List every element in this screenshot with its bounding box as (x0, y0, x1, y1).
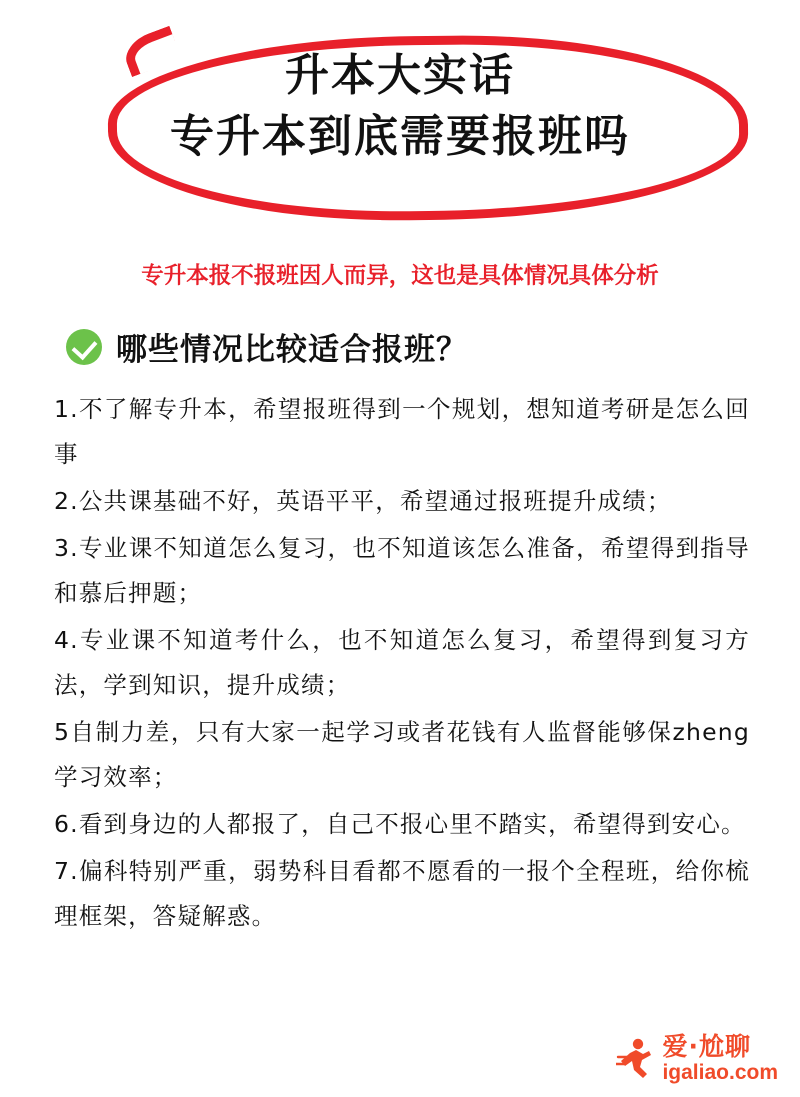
green-check-icon (66, 329, 102, 365)
reason-list (28, 387, 772, 939)
watermark-domain: igaliao.com (662, 1061, 778, 1084)
list-item: 3.专业课不知道怎么复习，也不知道该怎么准备，希望得到指导和慕后押题； (54, 534, 750, 607)
list-item: 6.看到身边的人都报了，自己不报心里不踏实，希望得到安心。 (54, 810, 746, 838)
poster-page (0, 28, 800, 1097)
watermark-text (662, 1034, 778, 1083)
title-line-2: 专升本到底需要报班吗 (170, 111, 630, 162)
running-person-icon (616, 1037, 656, 1081)
list-item: 7.偏科特别严重，弱势科目看都不愿看的一报个全程班，给你梳理框架，答疑解惑。 (54, 857, 750, 930)
title-block (28, 28, 772, 228)
section-title: 哪些情况比较适合报班？ (116, 332, 468, 368)
list-item: 4.专业课不知道考什么，也不知道怎么复习，希望得到复习方法，学到知识，提升成绩； (54, 626, 750, 699)
section-heading (28, 324, 772, 369)
title-line-1: 升本大实话 (285, 50, 515, 101)
subtitle: 专升本报不报班因人而异，这也是具体情况具体分析 (141, 263, 659, 289)
title-lines (28, 46, 772, 168)
watermark-brand: 爱·尬聊 (662, 1032, 751, 1061)
watermark (616, 1034, 778, 1083)
list-item: 2.公共课基础不好，英语平平，希望通过报班提升成绩； (54, 487, 672, 515)
list-item: 5自制力差，只有大家一起学习或者花钱有人监督能够保zheng学习效率； (54, 718, 750, 791)
list-item: 1.不了解专升本，希望报班得到一个规划，想知道考研是怎么回事 (54, 395, 750, 468)
